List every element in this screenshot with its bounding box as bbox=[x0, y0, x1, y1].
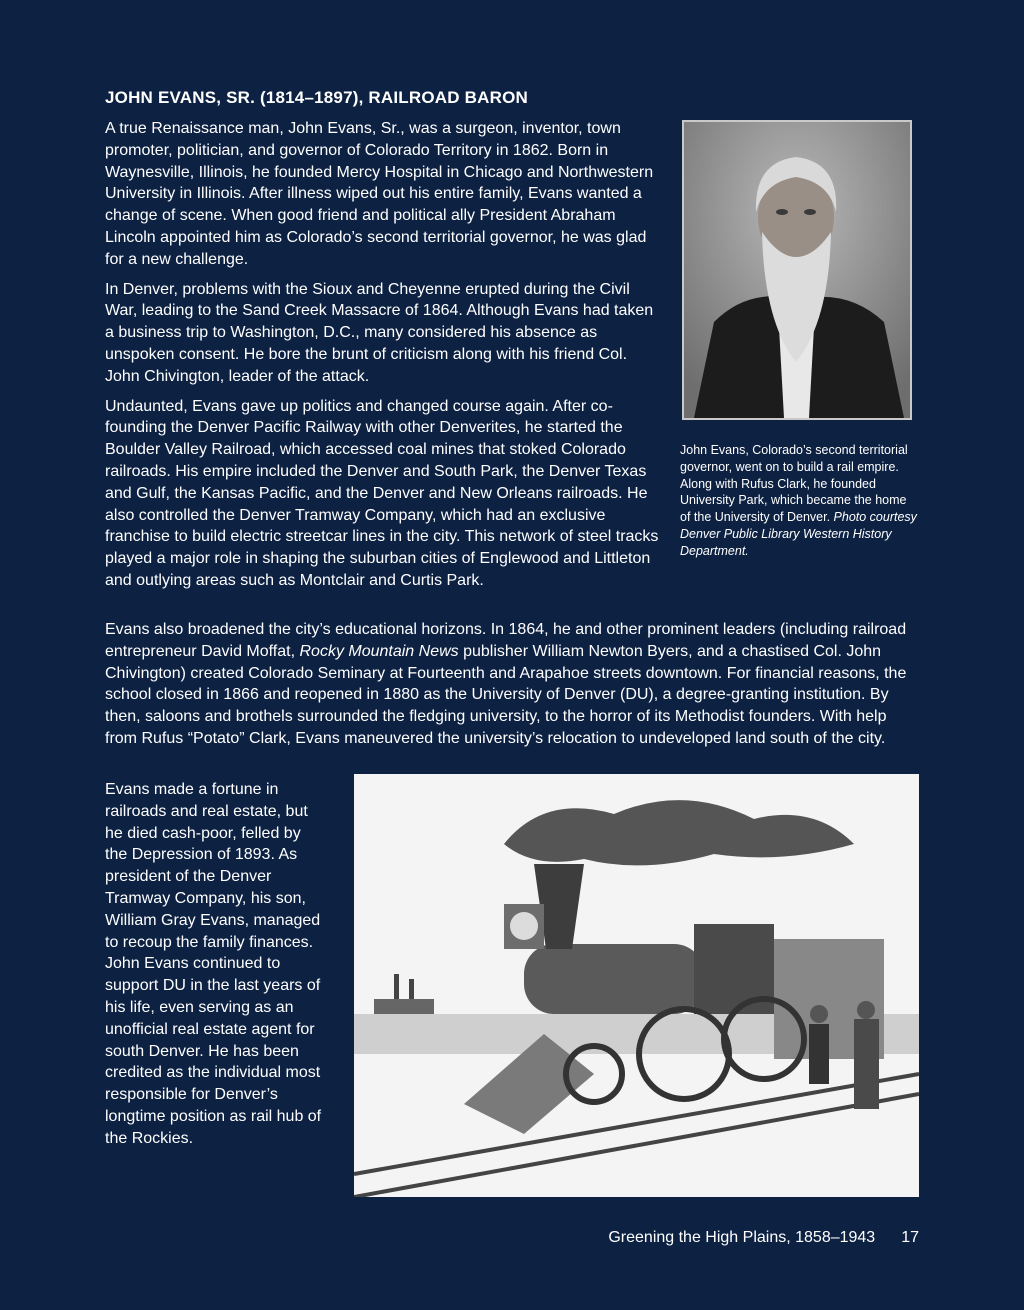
narrow-column bbox=[105, 779, 327, 1158]
paragraph-railroads: Undaunted, Evans gave up politics and changed course again. After co-founding the Denver Pacific Railway with other Denverites, he started the Boulder Valley Railroad, which accessed coal mines that stoked Colorado railroads. His empire included the Denver and South Park, the Denver Texas and Gulf, the Kansas Pacific, and the Denver and New Orleans railroads. He also controlled the Denver Tramway Company, which had an exclusive franchise to build electric streetcar lines in the city. This network of steel tracks played a major role in shaping the suburban cities of Englewood and Littleton and outlying areas such as Montclair and Curtis Park. bbox=[105, 397, 659, 589]
article-heading: JOHN EVANS, SR. (1814–1897), RAILROAD BARON bbox=[105, 88, 528, 107]
page-footer bbox=[608, 1227, 919, 1249]
book-title: Greening the High Plains, 1858–1943 bbox=[608, 1229, 876, 1246]
paragraph-intro: A true Renaissance man, John Evans, Sr., was a surgeon, inventor, town promoter, politician, and governor of Colorado Territory in 1862. Born in Waynesville, Illinois, he founded Mercy Hospital in Chicago and Northwestern University in Illinois. After illness wiped out his entire family, Evans wanted a change of scene. When good friend and political ally President Abraham Lincoln appointed him as Colorado’s second territorial governor, he was glad for a new challenge. bbox=[105, 120, 654, 268]
paragraph-sand-creek: In Denver, problems with the Sioux and Cheyenne erupted during the Civil War, leading to the Sand Creek Massacre of 1864. Although Evans had taken a business trip to Washington, D.C., many considered his absence as unspoken consent. He bore the brunt of criticism along with his friend Col. John Chivington, leader of the attack. bbox=[105, 280, 654, 385]
newspaper-title: Rocky Mountain News bbox=[299, 642, 459, 660]
page-number: 17 bbox=[901, 1229, 919, 1246]
caption-text: John Evans, Colorado’s second territorial governor, went on to build a rail empire. Along with Rufus Clark, he founded University Park, which became the home of the University of Denver. bbox=[680, 443, 908, 525]
full-width-paragraph bbox=[105, 619, 915, 758]
paragraph-education-part1: Evans also broadened the city’s educational horizons. In 1864, he and other prominent leaders (including railroad entrepreneur David Moffat, bbox=[105, 621, 907, 660]
paragraph-education-part2: publisher William Newton Byers, and a chastised Col. John Chivington) created Colorado Seminary at Fourteenth and Arapahoe streets downtown. For financial reasons, the school closed in 1866 and reopened in 1880 as the University of Denver (DU), a degree-granting institution. By then, saloons and brothels surrounded the fledging university, to the horror of its Methodist founders. With help from Rufus “Potato” Clark, Evans maneuvered the university’s relocation to undeveloped land south of the city. bbox=[105, 642, 907, 747]
paragraph-legacy: Evans made a fortune in railroads and real estate, but he died cash-poor, felled by the Depression of 1893. As president of the Denver Tramway Company, his son, William Gray Evans, managed to recoup the family finances. John Evans continued to support DU in the last years of his life, even serving as an unofficial real estate agent for south Denver. He has been credited as the individual most responsible for Denver’s longtime position as rail hub of the Rockies. bbox=[105, 781, 322, 1147]
left-column bbox=[105, 118, 660, 600]
john-evans-portrait-photo bbox=[682, 120, 912, 420]
portrait-caption bbox=[680, 442, 920, 560]
locomotive-engraving bbox=[354, 774, 919, 1197]
caption-credit: Photo courtesy Denver Public Library Western History Department. bbox=[680, 510, 917, 558]
paragraph-education bbox=[105, 619, 915, 750]
